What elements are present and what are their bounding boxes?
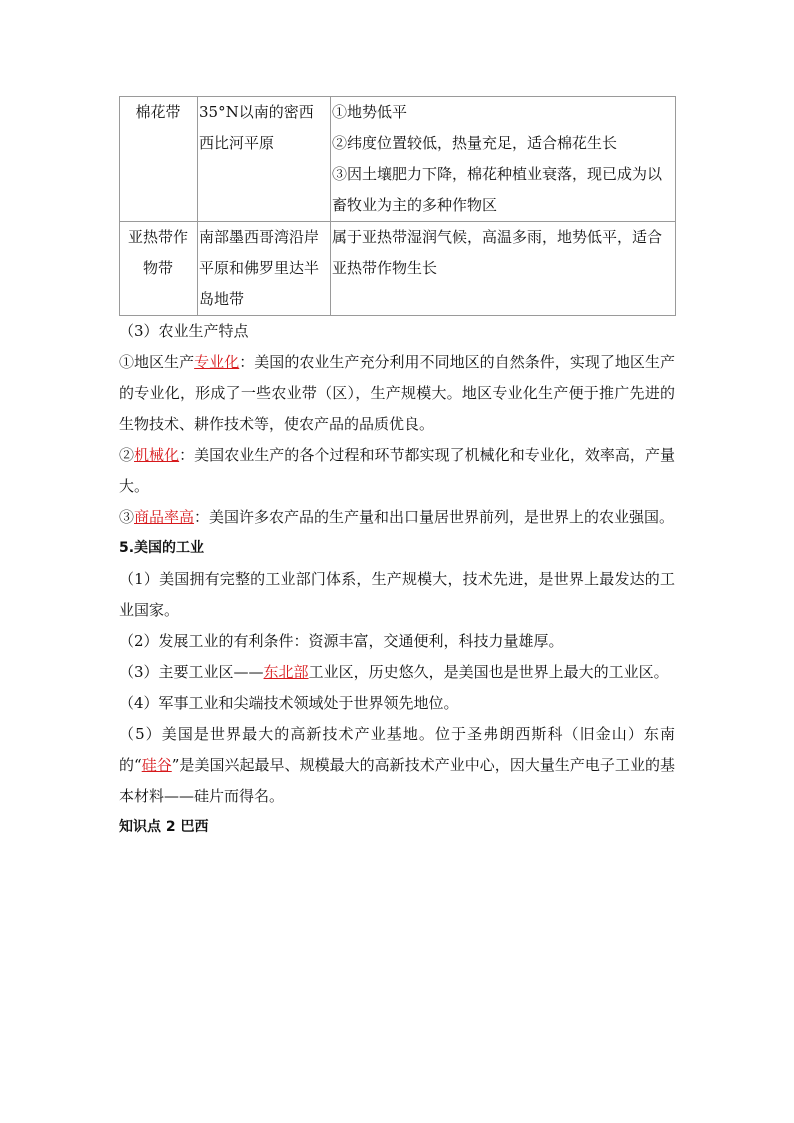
belt-name-cell: 亚热带作物带 [120, 222, 198, 316]
highlight-term: 专业化 [194, 353, 240, 371]
knowledge-point-title: 知识点 2 巴西 [119, 819, 209, 835]
feature-line: 属于亚热带湿润气候，高温多雨，地势低平，适合亚热带作物生长 [332, 228, 663, 277]
agriculture-belt-table [119, 96, 676, 316]
feature-line: ②纬度位置较低，热量充足，适合棉花生长 [332, 134, 618, 152]
paragraph: （2）发展工业的有利条件：资源丰富，交通便利，科技力量雄厚。 [119, 632, 564, 650]
belt-features-cell [331, 222, 676, 316]
highlight-term: 商品率高 [134, 508, 195, 526]
paragraph: （3）主要工业区——东北部工业区，历史悠久，是美国也是世界上最大的工业区。 [119, 663, 669, 681]
table-row [120, 97, 676, 222]
paragraph: ②机械化：美国农业生产的各个过程和环节都实现了机械化和专业化，效率高，产量大。 [119, 446, 675, 495]
highlight-term: 机械化 [134, 446, 180, 464]
paragraph: （4）军事工业和尖端技术领域处于世界领先地位。 [119, 694, 459, 712]
feature-line: ③因土壤肥力下降，棉花种植业衰落，现已成为以畜牧业为主的多种作物区 [332, 165, 663, 214]
feature-line: ①地势低平 [332, 103, 408, 121]
paragraph: （1）美国拥有完整的工业部门体系，生产规模大，技术先进，是世界上最发达的工业国家。 [119, 570, 675, 619]
section-title: 5.美国的工业 [119, 540, 205, 556]
belt-features-cell [331, 97, 676, 222]
paragraph: （5）美国是世界最大的高新技术产业基地。位于圣弗朗西斯科（旧金山）东南的“硅谷”是美国兴起最早、规模最大的高新技术产业中心，因大量生产电子工业的基本材料——硅片而得名。 [119, 725, 675, 805]
belt-name-cell: 棉花带 [120, 97, 198, 222]
belt-region-cell: 南部墨西哥湾沿岸平原和佛罗里达半岛地带 [198, 222, 331, 316]
table-row [120, 222, 676, 316]
paragraph: ③商品率高：美国许多农产品的生产量和出口量居世界前列，是世界上的农业强国。 [119, 508, 675, 526]
highlight-term: 东北部 [263, 663, 309, 681]
section-heading: （3）农业生产特点 [119, 322, 249, 340]
paragraph: ①地区生产专业化：美国的农业生产充分利用不同地区的自然条件，实现了地区生产的专业化，形成了一些农业带（区），生产规模大。地区专业化生产便于推广先进的生物技术、耕作技术等，使农产品的品质优良。 [119, 353, 675, 433]
highlight-term: 硅谷 [141, 756, 172, 774]
belt-region-cell: 35°N以南的密西西比河平原 [198, 97, 331, 222]
document-page [119, 96, 675, 843]
